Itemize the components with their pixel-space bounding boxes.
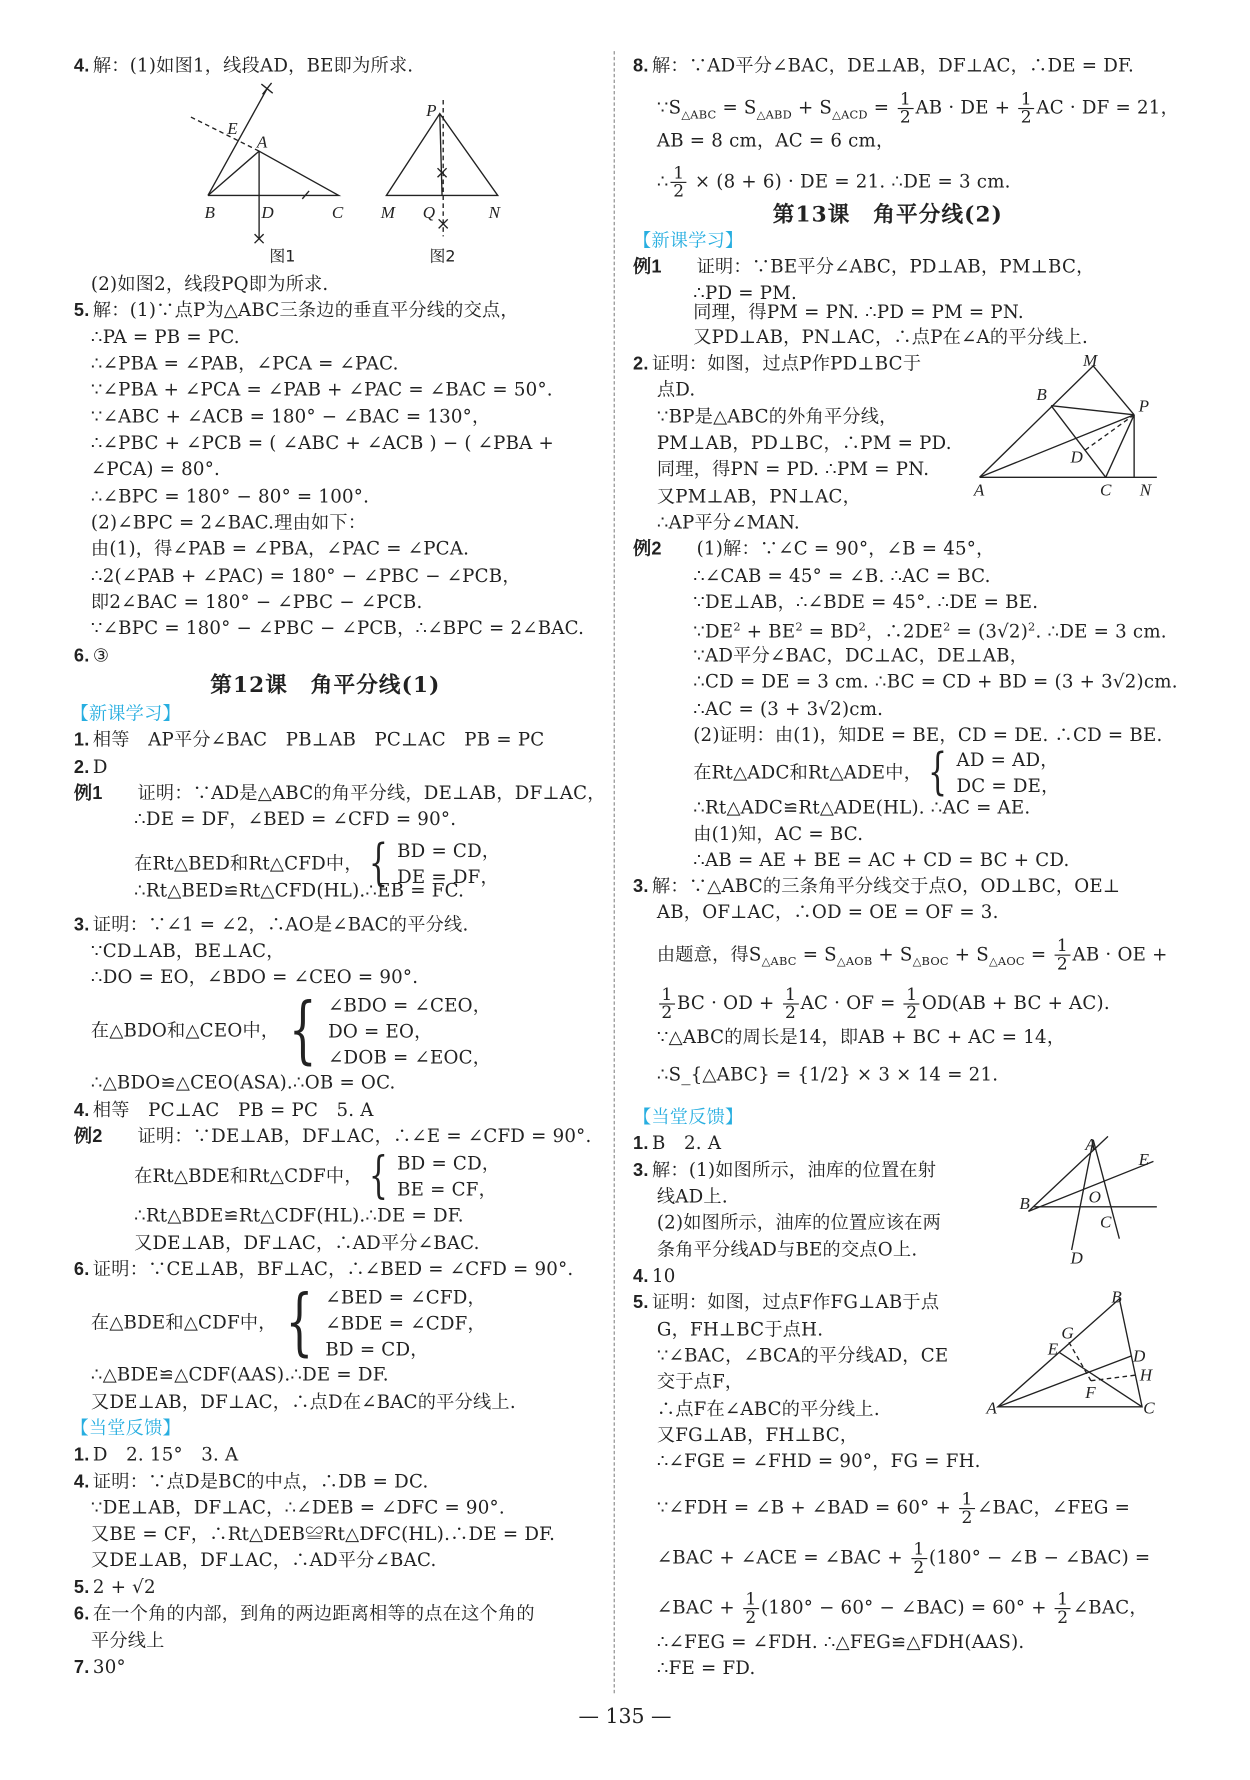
system-row: DE = DF，	[397, 865, 499, 888]
point-label: B	[1111, 1287, 1122, 1307]
line-text: ∴AB = AE + BE = AC + CD = BC + CD.	[693, 848, 1070, 871]
fraction: $\frac{1}{2}$	[659, 986, 675, 1021]
text-line	[134, 1232, 480, 1255]
text-line	[91, 966, 418, 989]
text-line	[657, 1344, 949, 1367]
line-text: 又DE⊥AB，DF⊥AC，∴AD平分∠BAC.	[90, 1548, 437, 1571]
text-line	[91, 406, 491, 429]
system-row: DO = EO，	[328, 1019, 433, 1042]
point-label: C	[1100, 480, 1112, 500]
line-text: ∵DE⊥AB，∴∠BDE = 45°. ∴DE = BE.	[693, 590, 1039, 613]
line-text: 在Rt△BED和Rt△CFD中，	[134, 852, 363, 874]
point-label: C	[1143, 1398, 1155, 1418]
line-text: 相等 PC⊥AC PB = PC 5. A	[92, 1098, 374, 1121]
line-text: 解：∵△ABC的三条角平分线交于点O，OD⊥BC，OE⊥	[652, 875, 1121, 897]
item-number: 6.	[73, 1260, 90, 1280]
line-text: ∠PCA) = 80°.	[90, 457, 221, 480]
system-row: DC = DE，	[956, 775, 1060, 797]
point-label: M	[380, 203, 395, 223]
line-text: AB = 8 cm，AC = 6 cm，	[656, 129, 895, 152]
item-number: 1.	[73, 1445, 90, 1465]
line-text: 证明：∵BE平分∠ABC，PD⊥AB，PM⊥BC，	[696, 255, 1095, 278]
system-row: ∠DOB = ∠EOC，	[328, 1046, 492, 1068]
line-text: ∴S_{△ABC} = {1/2} × 3 × 14 = 21.	[656, 1063, 999, 1086]
text-line	[693, 823, 863, 846]
fraction: $\frac{1}{2}$	[904, 986, 920, 1021]
text-line	[656, 935, 1168, 975]
line-text: 点D.	[656, 378, 696, 401]
line-text: 证明：∵DE⊥AB，DF⊥AC，∴∠E = ∠CFD = 90°.	[137, 1125, 592, 1147]
line-text: 2 + √2	[92, 1576, 156, 1598]
system-row: BD = CD，	[397, 1152, 501, 1174]
text-line	[91, 1630, 165, 1653]
text-line	[656, 1538, 1151, 1578]
line-text: AB，OF⊥AC，∴OD = OE = OF = 3.	[656, 901, 999, 923]
text-line	[693, 301, 1024, 324]
text-line	[693, 670, 1178, 693]
line-text: ∴PD = PM.	[693, 281, 798, 304]
item-number: 2.	[632, 354, 649, 374]
text-line	[657, 432, 952, 455]
line-text: $\because DE^2 + BE^2 = BD^2$，$\therefore 2DE^2 = (3√2)^2$. ∴DE = 3 cm.	[693, 620, 1167, 643]
line-text: 【新课学习】	[632, 229, 744, 252]
text-line	[91, 273, 329, 296]
line-text: 证明：∵CE⊥AB，BF⊥AC，∴∠BED = ∠CFD = 90°.	[92, 1257, 574, 1280]
line-text: PM⊥AB，PD⊥BC，∴PM = PD.	[656, 431, 952, 454]
text-line	[657, 406, 898, 429]
text-line	[91, 940, 285, 963]
text-line	[91, 538, 469, 561]
text-line	[657, 1026, 1065, 1049]
line-text: 由(1)，得∠PAB = ∠PBA，∠PAC = ∠PCA.	[90, 537, 470, 560]
line-text: 又DE⊥AB，DF⊥AC，∴AD平分∠BAC.	[134, 1231, 480, 1254]
text-line	[657, 1398, 880, 1421]
line-text: ∴Rt△ADC≌Rt△ADE(HL). ∴AC = AE.	[693, 796, 1031, 819]
text-line	[656, 1588, 1148, 1628]
item-number: 2.	[73, 757, 90, 778]
text-line	[91, 432, 554, 455]
text-line	[657, 458, 929, 481]
text-line	[91, 1391, 516, 1414]
point-label: P	[426, 100, 437, 120]
text-line	[657, 1185, 728, 1208]
line-text: 条角平分线AD与BE的交点O上.	[656, 1238, 918, 1261]
column-divider	[614, 51, 615, 1693]
text-line	[91, 1364, 389, 1387]
line-text: (2)证明：由(1)，知DE = BE，CD = DE. ∴CD = BE.	[693, 723, 1163, 746]
example-label: 例1	[73, 784, 103, 804]
text-line	[693, 743, 1060, 802]
text-line	[693, 644, 1028, 667]
point-label: D	[1070, 1248, 1083, 1268]
line-text: 即2∠BAC = 180° − ∠PBC − ∠PCB.	[90, 590, 423, 613]
point-label: N	[488, 203, 501, 223]
text-line	[656, 88, 1180, 128]
section-tag	[70, 1417, 180, 1440]
text-line	[74, 782, 606, 806]
text-line	[134, 1205, 464, 1228]
fraction: $\frac{1}{2}$	[911, 1541, 927, 1576]
line-text: $\because S_{\triangle ABC} = S_{\triangle ABD} + S_{\triangle ACD}$ = $\frac{1}{2}$ AB · DE + $\frac{1}{2}$ AC · DF = 21，	[656, 88, 1180, 128]
text-line	[74, 1576, 156, 1600]
line-text: ∴∠PBA = ∠PAB，∠PCA = ∠PAC.	[90, 352, 399, 374]
line-text: ∴ $\frac{1}{2}$ × (8 + 6) · DE = 21. ∴DE = 3 cm.	[656, 162, 1011, 202]
line-text: 又DE⊥AB，DF⊥AC，∴点D在∠BAC的平分线上.	[90, 1390, 516, 1413]
text-line	[657, 1318, 823, 1341]
line-text: ∴AC = (3 + 3√2)cm.	[693, 697, 884, 720]
text-line	[657, 1064, 998, 1087]
point-label: A	[973, 480, 985, 500]
point-label: N	[1139, 480, 1152, 500]
brace-icon: {	[369, 834, 389, 893]
figure-example2-exterior-bisector	[966, 347, 1171, 500]
line-text: ∴2(∠PAB + ∠PAC) = 180° − ∠PBC − ∠PCB，	[90, 564, 521, 587]
point-label: A	[986, 1398, 997, 1418]
text-line	[657, 130, 895, 153]
system-row: ∠BDO = ∠CEO，	[328, 993, 492, 1016]
line-text: 相等 AP平分∠BAC PB⊥AB PC⊥AC PB = PC	[92, 728, 545, 751]
text-line	[90, 988, 492, 1073]
point-label: P	[1138, 396, 1150, 416]
text-line	[74, 756, 108, 780]
text-line	[657, 1450, 981, 1473]
item-number: 4.	[73, 56, 90, 77]
line-text: 在Rt△BDE和Rt△CDF中，	[134, 1164, 363, 1187]
line-text: 第12课 角平分线(1)	[210, 672, 441, 698]
system-row: ∠BED = ∠CFD，	[325, 1285, 486, 1308]
figure-feedback5-triangle	[986, 1286, 1159, 1418]
brace-icon: {	[928, 743, 948, 802]
fraction: $\frac{1}{2}$	[959, 1491, 975, 1526]
item-number: 4.	[73, 1472, 90, 1493]
line-text: ∵CD⊥AB，BE⊥AC，	[90, 939, 285, 962]
text-line	[657, 1211, 941, 1234]
line-text: $\frac{1}{2}$ BC · OD + $\frac{1}{2}$ AC · OF = $\frac{1}{2}$ OD(AB + BC + AC).	[657, 992, 1110, 1014]
text-line	[693, 617, 1167, 644]
line-text: ∴AP平分∠MAN.	[656, 511, 800, 533]
text-line	[74, 728, 545, 752]
point-label: D	[1132, 1346, 1146, 1366]
line-text: 证明：∵点D是BC的中点，∴DB = DC.	[92, 1470, 429, 1493]
text-line	[633, 538, 995, 562]
line-text: 在一个角的内部，到角的两边距离相等的点在这个角的	[92, 1602, 535, 1624]
text-line	[657, 901, 999, 924]
item-number: 1.	[73, 730, 90, 751]
system-row: BD = CD，	[397, 839, 501, 862]
text-line	[657, 485, 861, 508]
point-label: A	[1085, 1135, 1096, 1155]
point-label: E	[227, 119, 238, 139]
line-text: G，FH⊥BC于点H.	[656, 1318, 824, 1340]
line-text: ∴Rt△BDE≌Rt△CDF(HL).∴DE = DF.	[134, 1204, 464, 1227]
line-text: ∴DO = EO，∠BDO = ∠CEO = 90°.	[90, 965, 419, 988]
point-label: D	[261, 203, 274, 223]
line-text: 在Rt△ADC和Rt△ADE中，	[693, 761, 923, 783]
text-line	[90, 1280, 486, 1365]
item-number: 8.	[632, 56, 649, 77]
text-line	[657, 1239, 918, 1262]
line-text: B 2. A	[652, 1131, 722, 1154]
line-text: 【当堂反馈】	[632, 1105, 744, 1128]
line-text: (2)如图2，线段PQ即为所求.	[90, 272, 329, 295]
item-number: 5.	[73, 301, 90, 321]
line-text: 线AD上.	[656, 1185, 728, 1207]
line-text: ∴点F在∠ABC的平分线上.	[656, 1397, 880, 1420]
fraction: $\frac{1}{2}$	[1018, 91, 1034, 126]
line-text: D	[92, 755, 108, 778]
lesson-heading	[210, 674, 440, 697]
fraction: $\frac{1}{2}$	[1055, 1591, 1071, 1626]
text-line	[633, 1159, 936, 1183]
line-text: 【新课学习】	[70, 702, 181, 724]
text-line	[91, 1497, 505, 1520]
figure-caption: 图2	[429, 246, 456, 266]
text-line	[74, 1471, 429, 1495]
text-line	[74, 1258, 574, 1282]
item-number: 4.	[632, 1267, 649, 1287]
figure-feedback3-oil-depot	[1017, 1131, 1165, 1267]
line-text: 在△BDE和△CDF中，	[90, 1311, 277, 1333]
text-line	[91, 617, 584, 640]
text-line	[633, 352, 921, 376]
line-text: 证明：如图，过点F作FG⊥AB于点	[652, 1290, 940, 1313]
text-line	[657, 1631, 1025, 1654]
line-text: (2)∠BPC = 2∠BAC.理由如下：	[90, 511, 367, 533]
point-label: B	[204, 203, 215, 223]
item-number: 3.	[73, 915, 90, 936]
text-line	[633, 875, 1120, 899]
fraction: $\frac{1}{2}$	[1055, 938, 1071, 973]
line-text: 解：(1)如图所示，油库的位置在射	[652, 1159, 937, 1181]
line-text: 又BE = CF，∴Rt△DEB≌Rt△DFC(HL).∴DE = DF.	[90, 1522, 556, 1545]
text-line	[91, 1523, 555, 1546]
line-text: (1)解：∵∠C = 90°，∠B = 45°，	[696, 537, 995, 560]
page-number: — 135 —	[578, 1704, 672, 1729]
line-text: ∵DE⊥AB，DF⊥AC，∴∠DEB = ∠DFC = 90°.	[90, 1496, 505, 1519]
text-line	[693, 698, 883, 721]
equation-system	[279, 988, 492, 1073]
item-number: 1.	[632, 1134, 649, 1154]
text-line	[633, 1265, 676, 1289]
text-line	[91, 1072, 396, 1095]
system-row: AD = AD，	[956, 748, 1059, 771]
line-text: 在△BDO和△CEO中，	[90, 1019, 280, 1041]
text-line	[91, 511, 366, 534]
line-text: ∴CD = DE = 3 cm. ∴BC = CD + BD = (3 + 3√2)cm.	[693, 670, 1178, 693]
line-text: ∠BAC + $\frac{1}{2}$ (180° − 60° − ∠BAC) = 60° + $\frac{1}{2}$ ∠BAC，	[656, 1588, 1148, 1628]
text-line	[91, 326, 240, 349]
item-number: 7.	[73, 1658, 90, 1678]
brace-icon: {	[285, 1280, 314, 1365]
text-line	[633, 256, 1095, 280]
text-line	[633, 55, 1134, 79]
line-text: ∴∠FGE = ∠FHD = 90°，FG = FH.	[656, 1450, 981, 1472]
text-line	[134, 1146, 501, 1205]
line-text: (2)如图所示，油库的位置应该在两	[656, 1211, 942, 1233]
equation-system	[363, 1146, 501, 1205]
line-text: 同理，得PN = PD. ∴PM = PN.	[656, 457, 930, 480]
line-text: 又FG⊥AB，FH⊥BC，	[656, 1423, 859, 1446]
line-text: 同理，得PM = PN. ∴PD = PM = PN.	[693, 301, 1024, 323]
brace-icon: {	[369, 1146, 389, 1205]
point-label: F	[1085, 1382, 1096, 1402]
example-label: 例2	[632, 539, 662, 560]
item-number: 6.	[73, 646, 90, 666]
line-text: ∵∠PBA + ∠PCA = ∠PAB + ∠PAC = ∠BAC = 50°.	[90, 378, 553, 401]
text-line	[693, 565, 990, 588]
text-line	[91, 591, 423, 614]
point-label: M	[1082, 350, 1098, 370]
line-text: ∠BAC + ∠ACE = ∠BAC + $\frac{1}{2}$ (180° − ∠B − ∠BAC) =	[656, 1538, 1151, 1578]
line-text: ∴△BDE≌△CDF(AAS).∴DE = DF.	[90, 1363, 389, 1386]
text-line	[91, 352, 399, 375]
line-text: D 2. 15° 3. A	[92, 1443, 239, 1465]
line-text: 证明：∵∠1 = ∠2，∴AO是∠BAC的平分线.	[92, 913, 469, 936]
fraction: $\frac{1}{2}$	[898, 91, 914, 126]
text-line	[91, 1549, 437, 1572]
point-label: A	[256, 132, 268, 152]
text-line	[74, 914, 469, 938]
example-label: 例1	[632, 257, 662, 278]
line-text: 交于点F，	[656, 1370, 744, 1393]
item-number: 3.	[632, 1161, 649, 1181]
text-line	[657, 1657, 756, 1680]
line-text: ∵AD平分∠BAC，DC⊥AC，DE⊥AB，	[693, 644, 1029, 666]
line-text: 解：(1)∵点P为△ABC三条边的垂直平分线的交点，	[92, 298, 519, 321]
item-number: 4.	[73, 1101, 90, 1121]
line-text: ∴DE = DF，∠BED = ∠CFD = 90°.	[134, 807, 457, 830]
line-text: 第13课 角平分线(2)	[772, 202, 1004, 228]
point-label: G	[1061, 1323, 1074, 1343]
text-line	[91, 485, 369, 508]
fraction: $\frac{1}{2}$	[783, 986, 799, 1021]
line-text: ∵∠BAC，∠BCA的平分线AD，CE	[656, 1344, 949, 1366]
text-line	[693, 326, 1088, 349]
line-text: ③	[92, 644, 110, 666]
line-text: ∵∠FDH = ∠B + ∠BAD = 60° + $\frac{1}{2}$ ∠BAC，∠FEG =	[656, 1488, 1131, 1528]
line-text: ∵△ABC的周长是14，即AB + BC + AC = 14，	[656, 1026, 1066, 1048]
item-number: 3.	[632, 877, 649, 897]
line-text: ∵BP是△ABC的外角平分线，	[656, 405, 898, 428]
text-line	[91, 378, 553, 401]
line-text: 又PD⊥AB，PN⊥AC，∴点P在∠A的平分线上.	[693, 326, 1088, 348]
line-text: ∴Rt△BED≌Rt△CFD(HL).∴EB = FC.	[134, 879, 465, 902]
line-text: 证明：如图，过点P作PD⊥BC于	[652, 352, 922, 374]
point-label: B	[1036, 385, 1047, 405]
line-text: ∴FE = FD.	[656, 1656, 756, 1679]
line-text: 【当堂反馈】	[70, 1417, 181, 1439]
line-text: 30°	[92, 1655, 126, 1678]
text-line	[633, 1291, 939, 1315]
text-line	[656, 162, 1011, 202]
text-line	[657, 511, 800, 534]
figure-caption: 图1	[269, 246, 296, 266]
text-line	[693, 849, 1069, 872]
line-text: 10	[652, 1264, 676, 1287]
text-line	[656, 1488, 1131, 1528]
system-row: BD = CD，	[325, 1338, 429, 1360]
system-row: ∠BDE = ∠CDF，	[325, 1311, 486, 1334]
section-tag	[70, 702, 180, 725]
line-text: ∴∠CAB = 45° = ∠B. ∴AC = BC.	[693, 564, 991, 587]
text-line	[657, 1424, 858, 1447]
text-line	[74, 1602, 535, 1626]
text-line	[74, 299, 519, 323]
line-text: 平分线上	[90, 1629, 165, 1652]
point-label: E	[1138, 1149, 1150, 1169]
line-text: 由题意，得$S_{\triangle ABC} = S_{\triangle AOB} + S_{\triangle BOC} + S_{\triangle AOC}$ = $\frac{1}{2}$ AB · OE +	[656, 935, 1168, 974]
point-label: D	[1070, 447, 1083, 467]
line-text: ∵∠BPC = 180° − ∠PBC − ∠PCB，∴∠BPC = 2∠BAC.	[90, 617, 585, 639]
text-line	[693, 797, 1030, 820]
point-label: H	[1139, 1365, 1153, 1385]
text-line	[657, 1370, 743, 1393]
fraction: $\frac{1}{2}$	[743, 1591, 759, 1626]
item-number: 5.	[632, 1293, 649, 1313]
text-line	[657, 986, 1110, 1021]
line-text: 由(1)知，AC = BC.	[693, 822, 864, 845]
fraction: $\frac{1}{2}$	[671, 165, 687, 200]
line-text: ∴∠BPC = 180° − 80° = 100°.	[90, 485, 370, 507]
point-label: O	[1088, 1187, 1101, 1207]
equation-system	[277, 1280, 486, 1365]
example-label: 例2	[73, 1127, 103, 1147]
brace-icon: {	[288, 988, 317, 1073]
line-text: 解：∵AD平分∠BAC，DE⊥AB，DF⊥AC，∴DE = DF.	[652, 54, 1135, 77]
line-text: ∴∠PBC + ∠PCB = ( ∠ABC + ∠ACB ) − ( ∠PBA +	[90, 431, 555, 454]
figure-1	[170, 74, 363, 273]
equation-system	[922, 743, 1060, 802]
line-text: ∴PA = PB = PC.	[90, 326, 240, 348]
lesson-heading	[773, 203, 1003, 226]
point-label: B	[1019, 1194, 1030, 1214]
text-line	[657, 378, 696, 401]
figure-2	[375, 97, 511, 273]
line-text: ∵∠ABC + ∠ACB = 180° − ∠BAC = 130°，	[90, 405, 491, 428]
text-line	[74, 1443, 239, 1467]
text-line	[633, 1132, 721, 1156]
item-number: 5.	[73, 1578, 90, 1598]
item-number: 6.	[73, 1604, 90, 1624]
line-text: 又PM⊥AB，PN⊥AC，	[656, 485, 862, 507]
text-line	[74, 1656, 126, 1680]
text-line	[134, 880, 464, 903]
system-row: BE = CF，	[397, 1178, 498, 1201]
section-tag	[633, 230, 743, 253]
text-line	[74, 1099, 374, 1123]
text-line	[74, 1125, 592, 1149]
point-label: E	[1047, 1339, 1059, 1359]
line-text: ∴∠FEG = ∠FDH. ∴△FEG≌△FDH(AAS).	[656, 1630, 1025, 1653]
text-line	[134, 808, 456, 831]
line-text: ∴△BDO≌△CEO(ASA).∴OB = OC.	[90, 1071, 396, 1094]
text-line	[693, 591, 1038, 614]
text-line	[91, 458, 220, 481]
text-line	[74, 644, 110, 668]
line-text: 证明：∵AD是△ABC的角平分线，DE⊥AB，DF⊥AC，	[137, 781, 606, 804]
text-line	[91, 565, 521, 588]
point-label: C	[1100, 1212, 1112, 1232]
point-label: Q	[422, 203, 436, 223]
line-text: 解：(1)如图1，线段AD，BE即为所求.	[92, 54, 414, 77]
point-label: C	[331, 203, 344, 223]
section-tag	[633, 1106, 743, 1129]
